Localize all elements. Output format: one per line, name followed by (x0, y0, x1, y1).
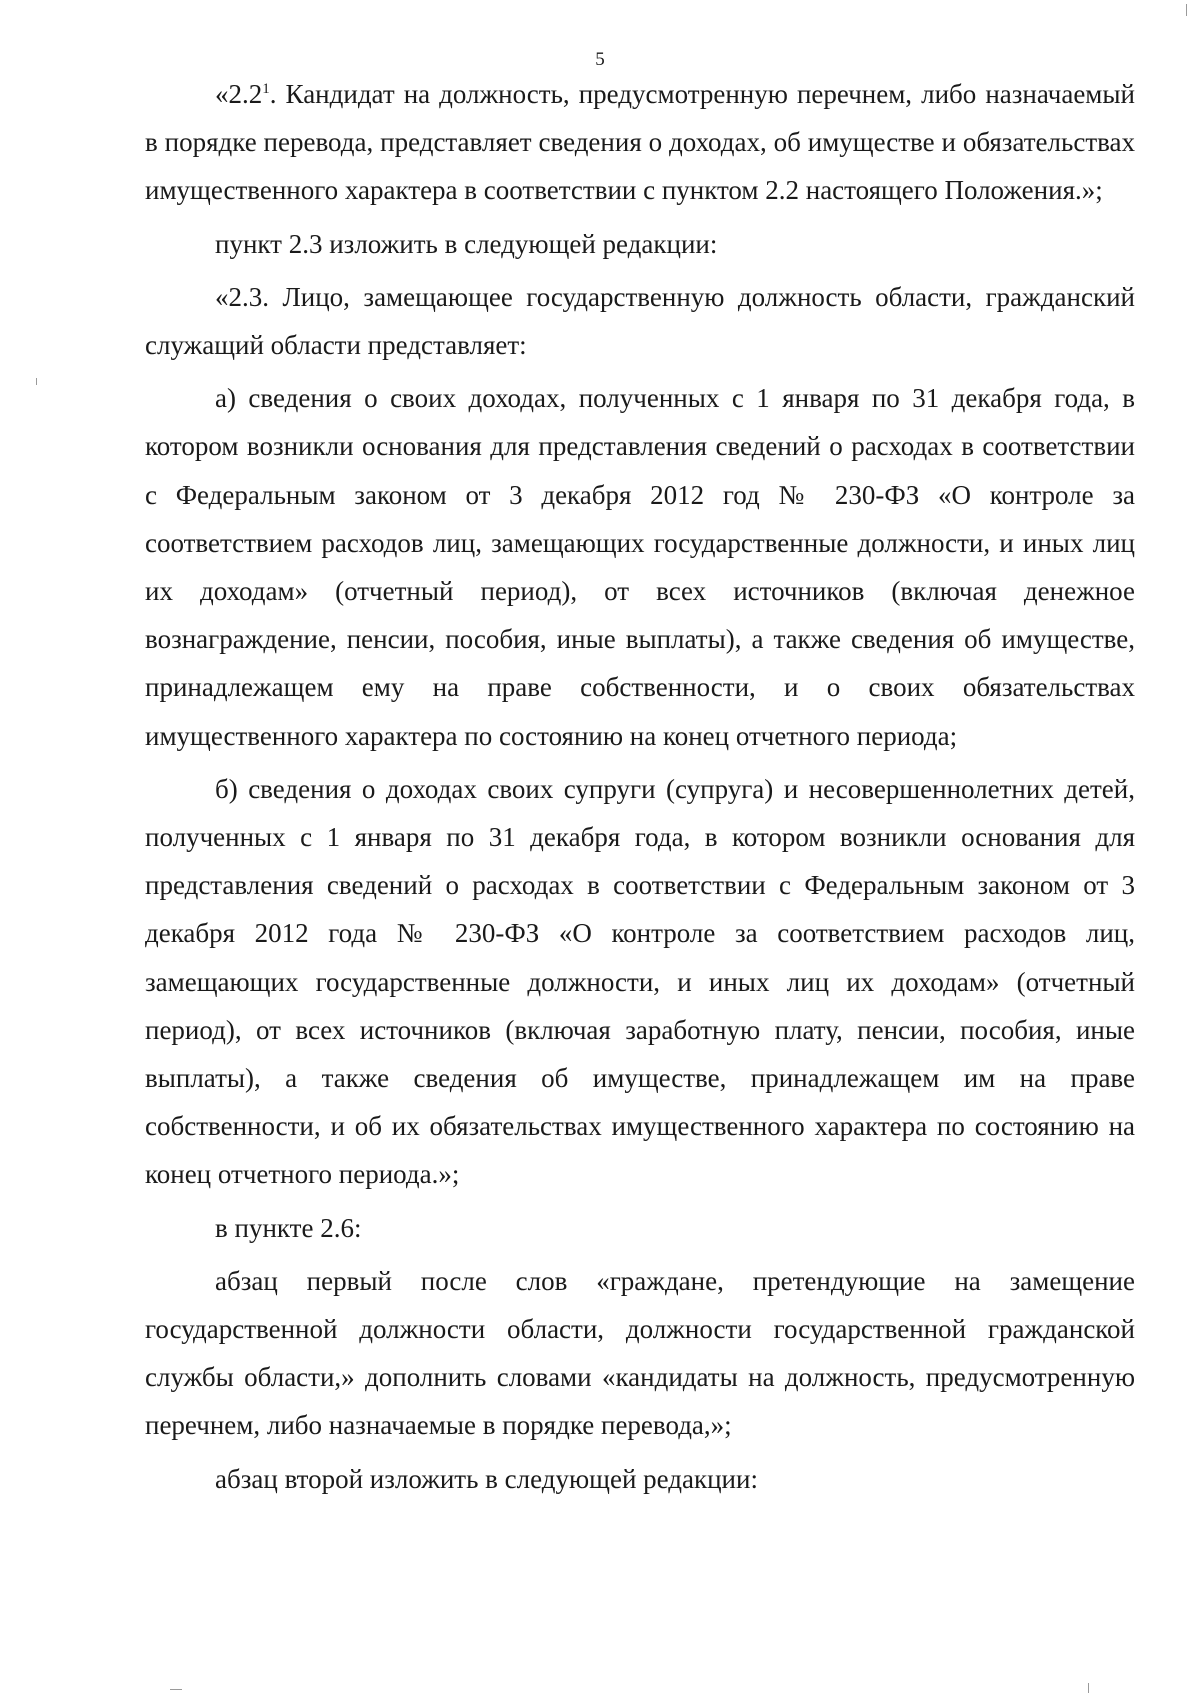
paragraph-2-3: «2.3. Лицо, замещающее государственную должность области, гражданский служащий области представляет: (145, 281, 1135, 361)
paragraph-instruction-2-6: в пункте 2.6: (215, 1212, 362, 1243)
paragraph-instruction-2-3: пункт 2.3 изложить в следующей редакции: (215, 228, 718, 259)
paragraph-second-abzac: абзац второй изложить в следующей редакции: (215, 1463, 758, 1494)
scan-mark-bottom-left (170, 1689, 182, 1690)
scan-mark-bottom-right (1088, 1683, 1089, 1693)
paragraph-2-2-1 (145, 70, 1135, 215)
paragraph-prefix: «2.2 (215, 79, 263, 109)
paragraph-first-abzac: абзац первый после слов «граждане, претендующие на замещение государственной должности области, должности государственной гражданской службы области,» дополнить словами «кандидаты на должность, предусмотренную перечнем, либо назначаемые в порядке перевода,»; (145, 1265, 1135, 1441)
paragraph-item-a: а) сведения о своих доходах, полученных с 1 января по 31 декабря года, в котором возникли основания для представления сведений о расходах в соответствии с Федеральным законом от 3 декабря 2012 год № 230-ФЗ «О контроле за соответствием расходов лиц, замещающих государственные должности, и иных лиц их доходам» (отчетный период), от всех источников (включая денежное вознаграждение, пенсии, пособия, иные выплаты), а также сведения об имуществе, принадлежащем ему на праве собственности, и о своих обязательствах имущественного характера по состоянию на конец отчетного периода; (145, 383, 1135, 751)
scan-mark-left (36, 378, 37, 385)
page-number: 5 (595, 49, 605, 70)
paragraph-superscript: 1 (262, 81, 270, 97)
document-body (145, 70, 1135, 1503)
scan-mark-top-right (1186, 4, 1187, 16)
paragraph-text: . Кандидат на должность, предусмотренную перечнем, либо назначаемый в порядке перевода, представляет сведения о доходах, об имуществе и обязательствах имущественного характера в соответствии с пунктом 2.2 настоящего Положения.»; (145, 79, 1135, 206)
paragraph-item-b: б) сведения о доходах своих супруги (супруга) и несовершеннолетних детей, полученных с 1 января по 31 декабря года, в котором возникли основания для представления сведений о расходах в соответствии с Федеральным законом от 3 декабря 2012 года № 230-ФЗ «О контроле за соответствием расходов лиц, замещающих государственные должности, и иных лиц их доходам» (отчетный период), от всех источников (включая заработную плату, пенсии, пособия, иные выплаты), а также сведения об имуществе, принадлежащем им на праве собственности, и об их обязательствах имущественного характера по состоянию на конец отчетного периода.»; (145, 773, 1135, 1190)
